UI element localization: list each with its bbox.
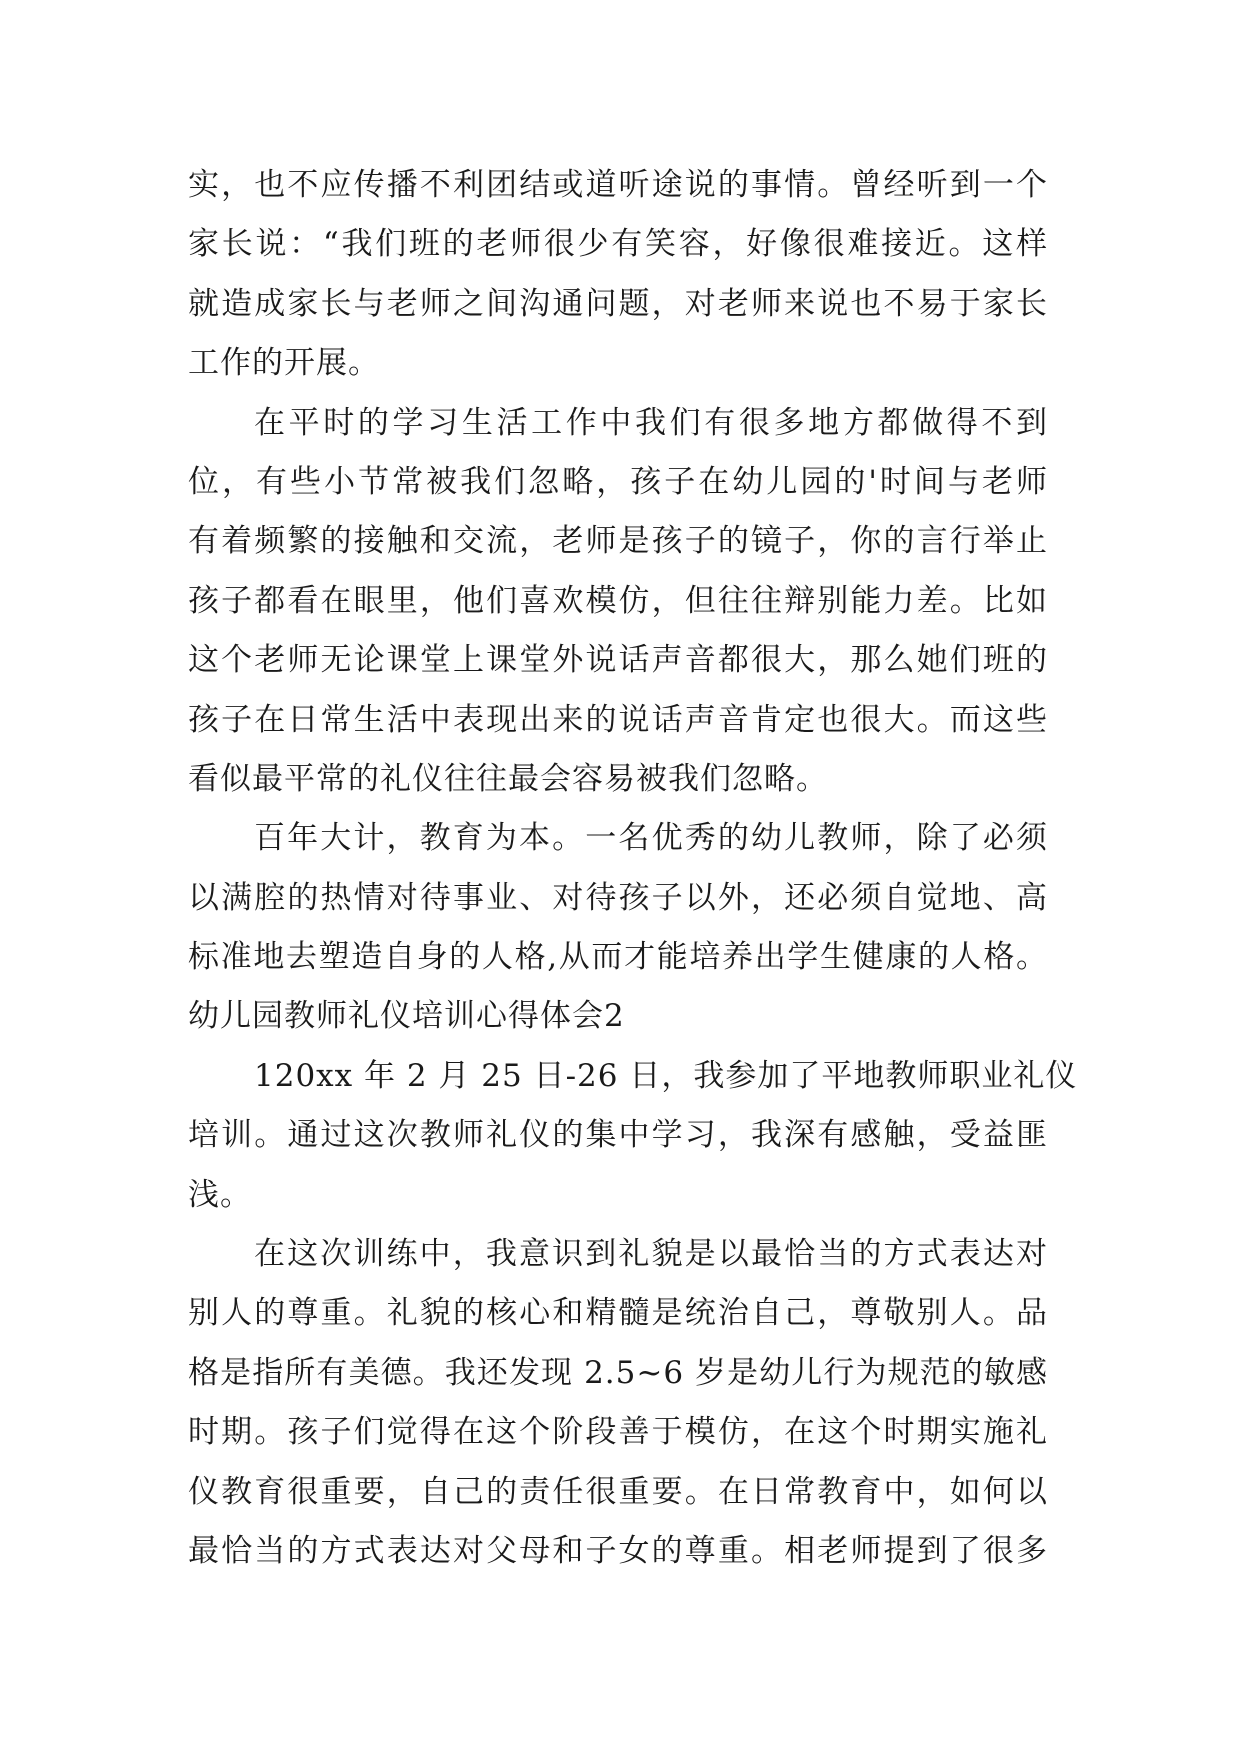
text-line: 培训。通过这次教师礼仪的集中学习，我深有感触，受益匪 xyxy=(188,1117,1048,1154)
text-line: 时期。孩子们觉得在这个阶段善于模仿，在这个时期实施礼 xyxy=(188,1414,1048,1451)
text-line: 家长说：“我们班的老师很少有笑容，好像很难接近。这样 xyxy=(188,226,1048,263)
text-line: 120xx 年 2 月 25 日-26 日，我参加了平地教师职业礼仪 xyxy=(254,1057,1078,1094)
text-line: 工作的开展。 xyxy=(188,345,380,382)
text-line: 孩子都看在眼里，他们喜欢模仿，但往往辩别能力差。比如 xyxy=(188,582,1048,619)
text-line: 在平时的学习生活工作中我们有很多地方都做得不到 xyxy=(254,404,1048,441)
text-line: 实，也不应传播不利团结或道听途说的事情。曾经听到一个 xyxy=(188,167,1048,203)
text-line: 这个老师无论课堂上课堂外说话声音都很大，那么她们班的 xyxy=(188,642,1048,679)
text-line: 浅。 xyxy=(188,1176,252,1213)
text-line: 仪教育很重要，自己的责任很重要。在日常教育中，如何以 xyxy=(188,1473,1048,1510)
text-line: 位，有些小节常被我们忽略，孩子在幼儿园的'时间与老师 xyxy=(188,463,1048,500)
text-line: 就造成家长与老师之间沟通问题，对老师来说也不易于家长 xyxy=(188,285,1048,322)
text-line: 在这次训练中，我意识到礼貌是以最恰当的方式表达对 xyxy=(254,1236,1048,1273)
text-line: 最恰当的方式表达对父母和子女的尊重。相老师提到了很多 xyxy=(188,1532,1048,1569)
text-line: 标准地去塑造自身的人格,从而才能培养出学生健康的人格。 xyxy=(188,939,1048,976)
text-line: 格是指所有美德。我还发现 2.5~6 岁是幼儿行为规范的敏感 xyxy=(188,1354,1048,1391)
text-line: 看似最平常的礼仪往往最会容易被我们忽略。 xyxy=(188,760,828,797)
text-line: 别人的尊重。礼貌的核心和精髓是统治自己，尊敬别人。品 xyxy=(188,1295,1048,1332)
text-line: 有着频繁的接触和交流，老师是孩子的镜子，你的言行举止 xyxy=(188,523,1048,560)
section-heading: 幼儿园教师礼仪培训心得体会2 xyxy=(188,998,625,1035)
text-line: 孩子在日常生活中表现出来的说话声音肯定也很大。而这些 xyxy=(188,701,1048,738)
text-line: 百年大计，教育为本。一名优秀的幼儿教师，除了必须 xyxy=(254,820,1048,857)
document-body xyxy=(188,156,1078,1581)
text-line: 以满腔的热情对待事业、对待孩子以外，还必须自觉地、高 xyxy=(188,879,1048,916)
